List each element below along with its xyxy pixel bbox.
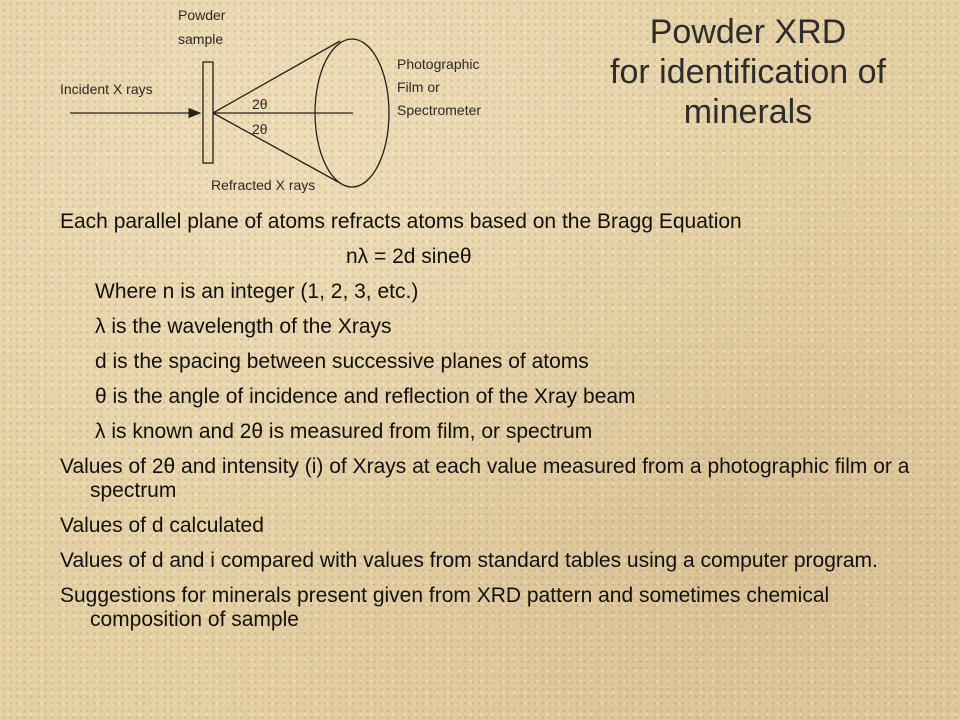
point-2theta-intensity: Values of 2θ and intensity (i) of Xrays at each value measured from a photographic film or a spectrum (60, 455, 910, 502)
title-line-1: Powder XRD (649, 13, 847, 51)
slide-title (548, 12, 948, 132)
definition-n: Where n is an integer (1, 2, 3, etc.) (95, 280, 419, 303)
definition-measured: λ is known and 2θ is measured from film, or spectrum (95, 420, 593, 443)
angle-label-lower: 2θ (252, 121, 268, 137)
film-label-3: Spectrometer (397, 102, 482, 118)
refracted-ray-upper (213, 41, 340, 113)
title-line-2: for identification of (610, 53, 886, 91)
powder-sample-label-1: Powder (178, 7, 226, 23)
definition-lambda: λ is the wavelength of the Xrays (95, 315, 392, 338)
incident-xrays-label: Incident X rays (60, 81, 153, 97)
intro-text: Each parallel plane of atoms refracts atoms based on the Bragg Equation (60, 210, 742, 233)
powder-sample-label-2: sample (178, 31, 224, 47)
film-label-1: Photographic (397, 56, 480, 72)
powder-sample-slab (203, 62, 213, 163)
title-line-3: minerals (683, 93, 813, 131)
angle-label-upper: 2θ (252, 96, 268, 112)
point-compared-tables: Values of d and i compared with values from standard tables using a computer program. (60, 549, 878, 572)
refracted-ray-lower (213, 113, 340, 183)
film-label-2: Film or (397, 79, 440, 95)
slide-body (60, 210, 940, 632)
definition-d: d is the spacing between successive planes of atoms (95, 350, 589, 373)
refracted-xrays-label: Refracted X rays (211, 177, 316, 193)
point-d-calculated: Values of d calculated (60, 514, 264, 537)
bragg-equation: nλ = 2d sineθ (346, 245, 472, 268)
definition-theta: θ is the angle of incidence and reflection of the Xray beam (95, 385, 636, 408)
point-mineral-suggestions: Suggestions for minerals present given from XRD pattern and sometimes chemical composition of sample (60, 584, 830, 631)
